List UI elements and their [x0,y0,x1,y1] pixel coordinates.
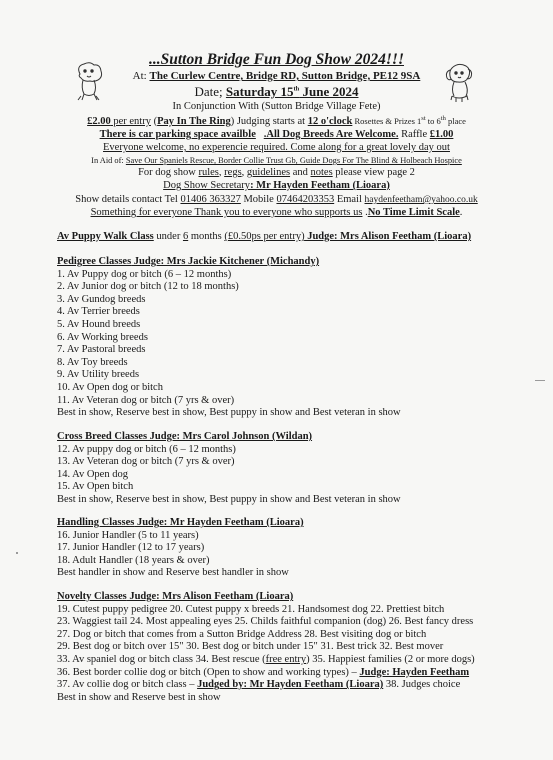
raffle-price: £1.00 [429,129,454,140]
line33-a: 33. Av spaniel dog or bitch class 34. Best rescue ( [57,653,266,665]
line36-judge: Judge: Hayden Feetham [359,666,470,678]
date-line [0,84,553,100]
breeds-text: .All Dog Breeds Are Welcome. [263,129,399,140]
puppy-walk-d: (£0.50ps per entry) [224,231,305,242]
handling-section [57,517,304,580]
list-item: 10. Av Open dog or bitch [57,381,163,393]
free-entry: free entry [265,653,307,665]
line37-c: 38. Judges choice [383,679,461,691]
entry-price: £2.00 [87,115,111,127]
list-item: 23. Waggiest tail 24. Most appealing eyes 25. Childs faithful companion (dog) 26. Best fancy dress [57,616,474,628]
raffle-label: Raffle [398,129,430,140]
date-suffix: th [293,85,300,93]
list-item: 15. Av Open bitch [57,481,134,493]
puppy-walk-b: 6 [182,231,189,242]
list-item: Best in show, Reserve best in show, Best puppy in show and Best veteran in show [57,493,401,505]
rosettes-b: to 6 [425,115,441,126]
rules-e: , [241,167,247,178]
list-item: 13. Av Veteran dog or bitch (7 yrs & over) [57,456,235,468]
list-item: 8. Av Toy breeds [57,356,128,368]
tagline-c: . [362,207,368,218]
list-item: 5. Av Hound breeds [57,318,141,330]
date-month-year: June 2024 [299,84,359,99]
list-item: 2. Av Junior dog or bitch (12 to 18 months) [57,281,239,293]
line37-a: 37. Av collie dog or bitch class – [57,679,198,691]
rosettes-c: place [445,115,466,126]
page-title: ...Sutton Bridge Fun Dog Show 2024!!! [149,51,404,68]
tagline-b: Thank you to everyone who supports us [192,207,363,218]
list-item: 11. Av Veteran dog or bitch (7 yrs & over) [57,394,235,406]
date-day: Saturday 15 [225,84,294,99]
list-item: Best handler in show and Reserve best handler in show [57,567,289,579]
handling-judge: Judge: Mr Hayden Feetham (Lioara) [134,517,304,528]
tagline-line [0,207,553,218]
puppy-walk-c: months [188,231,225,242]
rules-c: , [218,167,225,178]
list-item [57,679,475,692]
list-item [57,667,475,680]
tagline-a: Something for everyone [90,207,193,218]
list-item: 4. Av Terrier breeds [57,306,140,318]
pay-in-ring: Pay In The Ring [157,115,231,127]
rules-a: For dog show [138,167,199,178]
parking-text: There is car parking space availble [99,129,256,140]
tagline-e: . [459,207,463,218]
judging-time: 12 o'clock [307,115,353,127]
no-time-limit: No Time Limit Scale [367,207,460,218]
pedigree-head: Pedigree Classes [57,256,132,267]
list-item: 9. Av Utility breeds [57,369,140,381]
venue-line [0,70,553,82]
contact-c: Email [334,194,365,205]
crossbreed-section [57,431,401,507]
novelty-head: Novelty Classes [57,591,127,602]
list-item: 18. Adult Handler (18 years & over) [57,554,210,566]
puppy-walk-head: Av Puppy Walk Class [57,231,154,242]
rules-i: please view page 2 [332,167,415,178]
list-item: 1. Av Puppy dog or bitch (6 – 12 months) [57,268,232,280]
list-item: Best in show and Reserve best in show [57,691,221,703]
puppy-walk-judge: Judge: Mrs Alison Feetham (Lioara) [304,231,472,242]
parking-line [0,129,553,140]
judging-starts: ) Judging starts at [230,115,308,127]
list-item: 16. Junior Handler (5 to 11 years) [57,529,199,541]
contact-line [0,194,553,205]
list-item: 27. Dog or bitch that comes from a Sutton Bridge Address 28. Best visiting dog or bitch [57,628,427,640]
rosettes-sup2: th [440,115,446,122]
rules-g: and [290,167,311,178]
list-item: 17. Junior Handler (12 to 17 years) [57,542,205,554]
aid-charities: Save Our Spaniels Rescue, Border Collie Trust Gb, Guide Dogs For The Blind & Holbeach Hospice [125,156,462,165]
rosettes-text [352,116,466,126]
entry-per: per entry [110,115,151,127]
contact-email[interactable]: haydenfeetham@yahoo.co.uk [364,195,478,205]
venue-prefix: At: [132,70,150,82]
line36-a: 36. Best border collie dog or bitch (Open to show and working types) – [57,666,360,678]
rules-line [0,167,553,178]
crossbreed-judge: Judge: Mrs Carol Johnson (Wildan) [147,431,313,442]
venue-address: The Curlew Centre, Bridge RD, Sutton Bridge, PE12 9SA [149,70,421,82]
in-aid-of [0,156,553,165]
secretary-label: Dog Show Secretary [163,180,251,191]
everyone-welcome: Everyone welcome, no experencie required. Come along for a great lovely day out [103,142,450,153]
rosettes-sup1: st [421,115,426,122]
regs-link[interactable]: regs [224,167,242,178]
list-item: 7. Av Pastoral breeds [57,344,146,356]
guidelines-link[interactable]: guidelines [246,167,291,178]
line37-judge: Judged by: Mr Hayden Feetham (Lioara) [197,679,384,691]
entry-line [0,115,553,127]
handling-head: Handling Classes [57,517,135,528]
entry-open-paren: ( [150,115,158,127]
date-prefix: Date; [194,84,226,99]
puppy-walk-a: under [153,231,183,242]
scan-speck [535,380,545,381]
list-item: Best in show, Reserve best in show, Best puppy in show and Best veteran in show [57,407,401,419]
list-item: 3. Av Gundog breeds [57,293,146,305]
line33-c: ) 35. Happiest families (2 or more dogs) [306,653,475,665]
list-item: 6. Av Working breeds [57,331,148,343]
list-item [57,654,475,667]
list-item: 19. Cutest puppy pedigree 20. Cutest puppy x breeds 21. Handsomest dog 22. Prettiest bitch [57,603,445,615]
list-item: 12. Av puppy dog or bitch (6 – 12 months) [57,443,236,455]
secretary-line [0,180,553,191]
contact-tel[interactable]: 01406 363327 [180,194,241,205]
contact-mobile[interactable]: 07464203353 [276,194,335,205]
conjunction-line: In Conjunction With (Sutton Bridge Village Fete) [172,101,381,112]
aid-prefix: In Aid of: [91,156,126,165]
secretary-name: : Mr Hayden Feetham (Lioara) [250,180,390,191]
rosettes-a: Rosettes & Prizes 1 [352,115,422,126]
list-item: 14. Av Open dog [57,468,128,480]
notes-link[interactable]: notes [310,167,333,178]
puppy-walk-section [57,231,471,244]
contact-a: Show details contact Tel [75,194,181,205]
rules-link[interactable]: rules [198,167,219,178]
list-item: 29. Best dog or bitch over 15" 30. Best dog or bitch under 15" 31. Best trick 32. Best mover [57,641,444,653]
pedigree-section [57,256,401,420]
novelty-judge: Judge: Mrs Alison Feetham (Lioara) [126,591,294,602]
novelty-section [57,591,475,704]
scan-speck [16,552,18,554]
pedigree-judge: Judge: Mrs Jackie Kitchener (Michandy) [131,256,320,267]
contact-b: Mobile [240,194,277,205]
crossbreed-head: Cross Breed Classes [57,431,148,442]
